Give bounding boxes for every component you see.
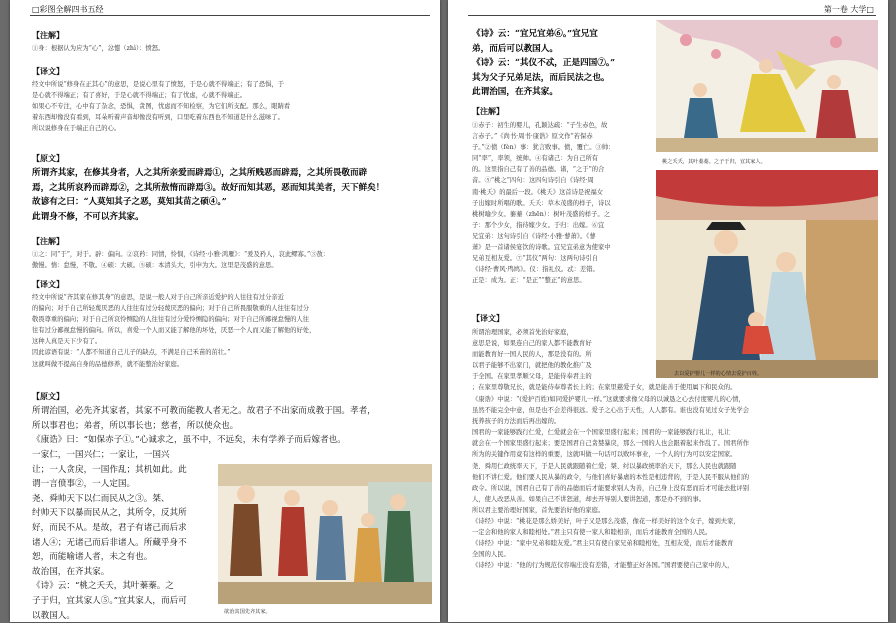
- illustration-family: [218, 464, 432, 604]
- text-line: 敬畏尊重的偏向；对于自己所哀怜恻隐的人往往有过分爱怜恻隐的偏向；对于自己所鄙视怠慢的人往: [32, 316, 310, 324]
- header-rule: [468, 15, 876, 16]
- illustration-caption: 去以爱护婴儿一样的心情去爱护百姓。: [674, 371, 763, 377]
- text-line: 纣帅天下以暴而民从之，其所令，反其所: [32, 508, 187, 519]
- text-line: 兄宜弟：这句诗引自《诗经·小雅·蓼萧》。《蓼: [472, 232, 596, 240]
- text-line: 正是：成为。正：“是正”“整正”的意思。: [472, 277, 586, 285]
- text-line: 虽然不能完全中意，但是也不会差得很远。爱子之心出于天性，人人都有。谁也没有见过女子先学会: [472, 407, 750, 415]
- text-line: 弟，而后可以教国人。: [472, 43, 558, 54]
- text-line: 恕，而能喻诸人者，未之有也。: [32, 552, 153, 563]
- text-line: 他们不讲仁爱。他们要人民从暴的政令，与他们喜好暴虐的本性是相违背的，于是人民不服从他们的: [472, 473, 750, 481]
- text-line: 故治国，在齐其家。: [32, 566, 110, 577]
- text-line: 萧》是一首诸侯宴饮的诗歌。宜兄宜弟意为使家中: [472, 244, 611, 252]
- text-line: 所以事君也；弟者，所以事长也；慈者，所以使众也。: [32, 420, 239, 431]
- text-line: 所以君主要治理好国家，首先要治好他的家庭。: [472, 506, 605, 514]
- text-line: 《诗经》中说：“家中兄弟和睦友爱。”君主只有使自家兄弟和睦相处，互相友爱，而后才能教育: [472, 540, 734, 548]
- text-line: 《康诰》曰：“如保赤子①。”心诚求之，虽不中，不远矣，未有学养子而后嫁者也。: [32, 435, 346, 446]
- translation-text: [472, 394, 878, 572]
- translation-text: [32, 79, 432, 134]
- text-line: 此谓治国，在齐其家。: [472, 87, 558, 98]
- text-line: 尧、舜帅天下以仁而民从之③。桀、: [32, 493, 170, 504]
- notes-heading: 【注解】: [32, 237, 64, 246]
- text-line: 于全国。在家里孝顺父母，是能侍奉君主的: [472, 373, 592, 381]
- text-line: 《诗》云：“桃之夭夭，其叶蓁蓁。之: [32, 581, 174, 592]
- text-line: 所谓治国，必先齐其家者，其家不可教而能教人者无之。故君子不出家而成教于国。孝者，: [32, 406, 376, 416]
- text-line: 诸人④；无诸己而后非诸人。所藏乎身不: [32, 537, 187, 548]
- text-line: 意思是说，如果连自己的家人都不能教育好: [472, 340, 592, 348]
- text-line: 人，使人改恶从善。如果自己不讲恕道，却去开导别人要讲恕道，那是办不到的事。: [472, 495, 705, 503]
- original-text: [472, 27, 650, 100]
- text-line: 而能教育好一国人民的人，那是没有的。所: [472, 351, 592, 359]
- illustration-mother-child: [656, 170, 878, 378]
- illustration-caption: 桃之夭夭，其叶蓁蓁。之子于归，宜其家人。: [662, 159, 766, 165]
- text-line: 《诗经》中说：“他的行为规范仪容端庄没有差错，才能整正好各国。”国君要使自己家中的人，: [472, 562, 734, 570]
- text-line: 言赤子。”《尚书·周书·康诰》原文作“若保赤: [472, 133, 593, 141]
- illustration-caption: 欲治其国先齐其家。: [224, 609, 271, 615]
- text-line: 子：那个少女，指待嫁少女。于归：出嫁。⑥宜: [472, 221, 605, 229]
- text-line: 子。”②偾（fèn）事：犹言败事。偾，覆亡。③帅：: [472, 144, 615, 152]
- text-line: 的偏向；对于自己所轻蔑厌恶的人往往有过分轻蔑厌恶的偏向；对于自己所畏服敬重的人往往有过分: [32, 305, 310, 313]
- text-line: 着东西却像没有看到，耳朵听着声音却像没有听到，口里吃着东西也不知道是什么滋味了。: [32, 114, 284, 122]
- text-line: 《康诰》中说：“(爱护百姓)如同爱护婴儿一样。”这就要求像父母的以诚恳之心去付度婴儿的心情，: [472, 396, 745, 403]
- text-line: 一定会和他的家人和睦相处。”君主只有使一家人和睦相亲，而后才能教育全国的人民。: [472, 529, 712, 537]
- right-page-header: 第一卷 大学□: [823, 5, 874, 14]
- text-line: 桃树喻少女。蓁蓁（zhēn）：树叶茂盛的样子。之: [472, 210, 610, 218]
- text-line: 所为的关键作用竟有这样的重要，这就叫做一句话可以败坏事业，一个人的行为可以安定国家。: [472, 451, 737, 459]
- text-line: 所谓齐其家，在修其身者，人之其所亲爱而辟焉①，之其所贱恶而辟焉，之其所畏敬而辟: [32, 168, 368, 178]
- text-line: 故谚有之曰：“人莫知其子之恶，莫知其苗之硕④。”: [32, 197, 227, 208]
- left-page-header: □彩图全解四书五经: [32, 5, 104, 14]
- text-line: 《诗》云：“宜兄宜弟⑥。”宜兄宜: [472, 29, 598, 39]
- text-line: 所谓治理国家，必须首先治好家庭，: [472, 329, 573, 336]
- text-line: 让；一人贪戾，一国作乱；其机如此。此: [32, 464, 187, 475]
- text-line: 其为父子兄弟足法，而后民法之也。: [472, 72, 610, 83]
- translation-heading: 【译文】: [32, 67, 64, 76]
- translation-heading: 【译文】: [472, 314, 504, 323]
- text-line: 音。⑤“桃之”四句：这四句诗引自《诗经·周: [472, 177, 594, 185]
- notes-text: [32, 249, 432, 271]
- text-line: 同“率”，率领，统帅。④有诸己：为自己所有: [472, 155, 599, 163]
- header-rule: [30, 15, 430, 16]
- notes-text: [32, 43, 432, 54]
- notes-text: [472, 120, 650, 286]
- notes-heading: 【注解】: [32, 31, 64, 40]
- translation-text: [32, 292, 432, 370]
- original-heading: 【原文】: [32, 154, 64, 163]
- text-line: 《诗经·曹风·鸤鸠》。仪：指礼仪。忒：差错。: [472, 266, 599, 274]
- text-line: 因此谚语有说：“人都不知道自己儿子的缺点，不满足自己禾苗的茁壮。”: [32, 349, 231, 357]
- text-line: 以教国人。: [32, 610, 75, 621]
- text-line: 子于归，宜其家人⑤。”宜其家人，而后可: [32, 595, 187, 606]
- text-line: 这种人真是天下少有了。: [32, 338, 102, 346]
- text-line: ①之：同“于”，对于。辟：偏向。②哀矜：同情，怜悯，《诗经·小雅·鸿雁》：“爰及矜人，哀此鳏寡。”③敖：: [32, 251, 330, 258]
- text-line: 《诗》云：“其仪不忒，正是四国⑦。”: [472, 58, 616, 69]
- text-line: 此谓身不修，不可以齐其家。: [32, 211, 144, 222]
- translation-heading: 【译文】: [32, 280, 64, 289]
- original-text: [32, 404, 432, 448]
- text-line: 傲慢。惰：怠慢，不敬。④硕：大硕。⑤硕：本清头大，引申为大。这里是茂盛的意思。: [32, 262, 278, 270]
- text-line: 所以说修身在于端正自己的心。: [32, 125, 121, 133]
- text-line: 南·桃夭》的最后一段。《桃夭》这首诗是祝福女: [472, 188, 604, 196]
- text-line: 经文中所说“修身在正其心”的意思，是说心里有了愤怒，于是心就不得端正；有了恐惧，于: [32, 81, 285, 88]
- original-text-narrow: [32, 448, 230, 623]
- text-line: 抚养孩子的方法而后再出嫁的。: [472, 418, 561, 426]
- text-line: 这就叫做不提高自身的品德修养，就不能整治好家庭。: [32, 360, 184, 368]
- text-line: ；在家里尊敬兄长，就是能侍奉尊者长上的；在家里慈爱子女，就是能善于使用属下和民众的。: [472, 384, 737, 392]
- text-line: 好，而民不从。是故，君子有诸己而后求: [32, 522, 187, 533]
- text-line: 是心就不得端正；有了喜好，于是心就不得端正；有了忧虑，心就不得端正。: [32, 92, 247, 100]
- text-line: 的。这里指自己有了善的品德。诸，“之于”的合: [472, 166, 605, 174]
- text-line: 全国的人民。: [472, 551, 510, 559]
- left-page: [10, 0, 440, 622]
- text-line: 兄弟互相友爱。⑦“其仪”两句：这两句诗引自: [472, 255, 599, 263]
- illustration-peach-blossom: [656, 20, 878, 152]
- text-line: 就会在一个国家里盛行起来；要是国君自己贪婪暴戾，那么一国的人也会跟着起来作乱了。国君所作: [472, 440, 750, 448]
- text-line: 经文中所说“齐其家在修其身”的意思，是说一般人对于自己所亲近爱护的人往往有过分亲近: [32, 294, 285, 301]
- text-line: 以君子能够不出家门，就把他的教化推广及: [472, 362, 592, 370]
- notes-heading: 【注解】: [472, 107, 504, 116]
- original-text: [32, 166, 432, 224]
- text-line: ①身：根据认为应为“心”，忿懥（zhì）：愤怒。: [32, 45, 165, 52]
- text-line: 往有过分鄙视怠慢的偏向。所以，喜爱一个人而又能了解他的坏处，厌恶一个人而又能了解他的好处，: [32, 327, 316, 335]
- text-line: 尧、舜用仁政统率天下，于是人民就跟随着仁爱；桀、纣以暴政统率治天下，那么人民也就跟随: [472, 462, 737, 470]
- text-line: 如果心不专注，心中有了杂念，恐惧，贪图，忧虑而不知检察，为它们所支配。那么，眼睛看: [32, 103, 291, 111]
- text-line: 子出嫁时所唱的歌。夭夭：草木茂盛的样子，诗以: [472, 199, 611, 207]
- text-line: ①赤子：初生的婴儿，孔颖达疏：“子生赤色，故: [472, 122, 608, 129]
- text-line: 国君的一家能够践行仁爱，仁爱就会在一个国家里盛行起来；国君的一家能够践行礼让，礼让: [472, 429, 731, 437]
- text-line: 《诗经》中说：“桃花是那么娇美好，叶子又是那么茂盛，像花一样美好的这个女子，嫁到夫家，: [472, 518, 740, 526]
- text-line: 焉，之其所哀矜而辟焉②，之其所敖惰而辟焉③。故好而知其恶，恶而知其美者，天下鲜矣！: [32, 182, 385, 193]
- text-line: 一家仁，一国兴仁；一家让，一国兴: [32, 450, 170, 460]
- text-line: 谓一言偾事②，一人定国。: [32, 479, 136, 490]
- text-line: 政令。所以说，国君自己有了善的品德而后才能要求别人为善，自己身上没有恶而后才可能去批评别: [472, 484, 750, 492]
- right-page: [448, 0, 888, 622]
- original-heading: 【原文】: [32, 392, 64, 401]
